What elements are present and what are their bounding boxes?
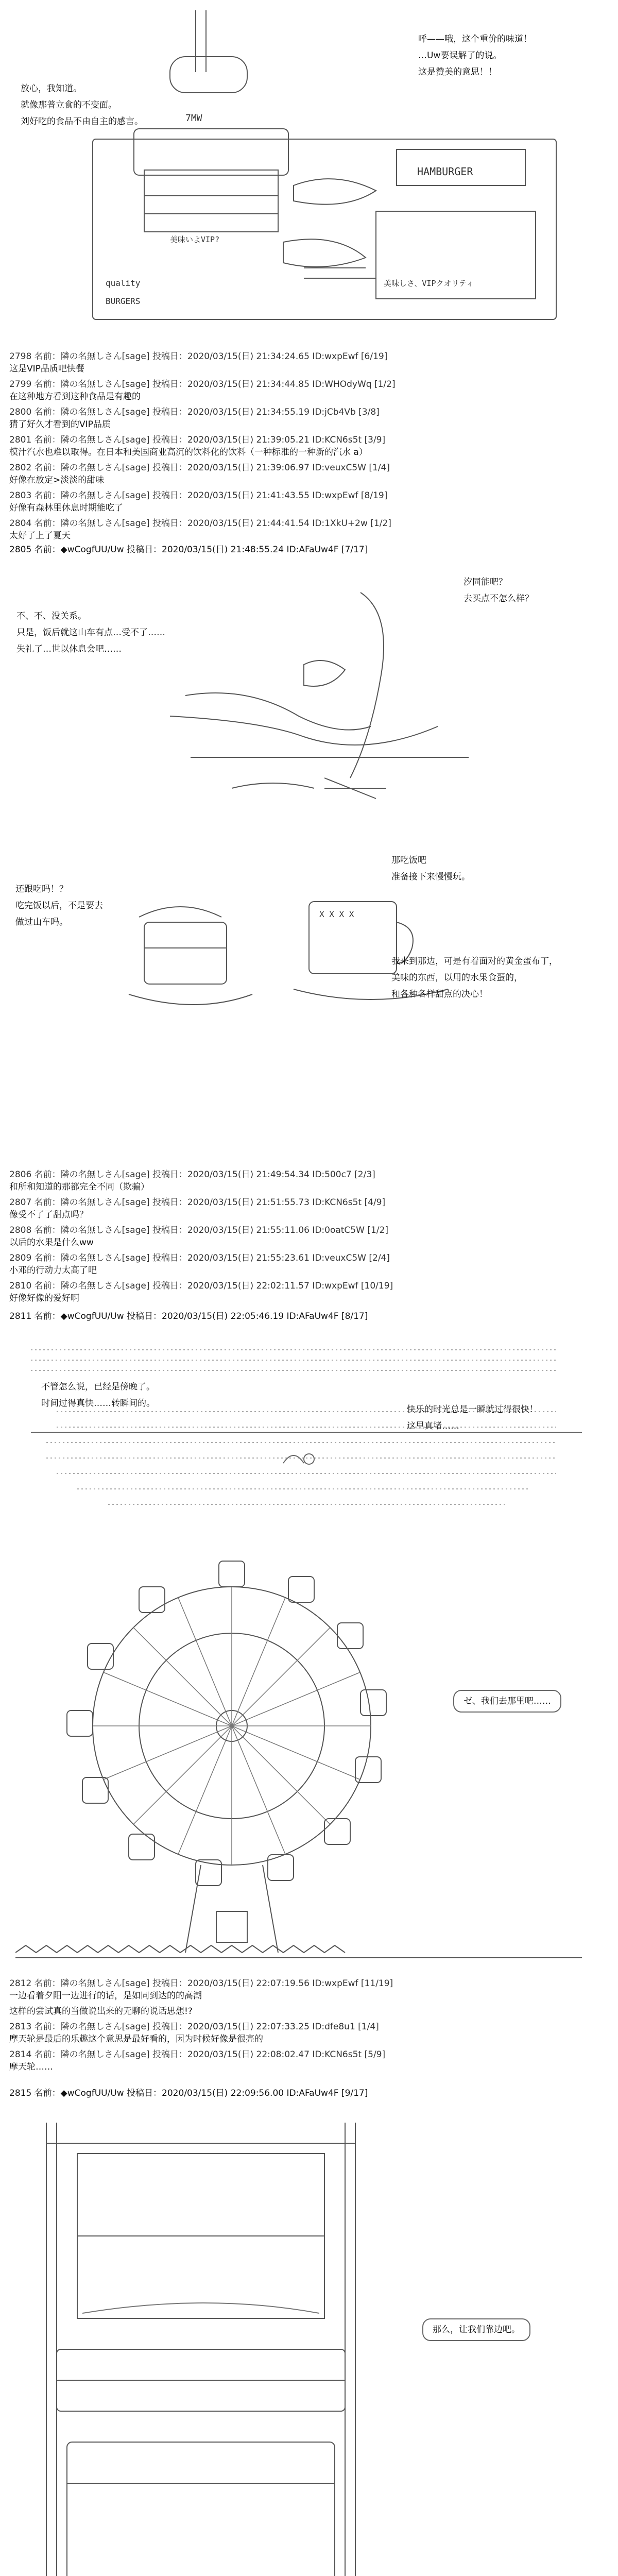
reply-list-2: [9, 1168, 612, 1308]
speech-right: [407, 1401, 538, 1434]
author-post-header: 2811 名前：◆wCogfUU/Uw 投稿日：2020/03/15(日) 22:05:46.19 ID:AFaUw4F [8/17]: [9, 1311, 368, 1321]
post-header: 2804 名前：隣の名無しさん[sage] 投稿日：2020/03/15(日) 21:44:41.54 ID:1XkU+2w [1/2]: [9, 518, 391, 529]
reply-post: [9, 462, 612, 486]
speech-line: …Uw要误解了的说。: [418, 50, 502, 61]
art-label-quality: quality: [106, 278, 141, 288]
reply-post: [9, 1168, 612, 1193]
speech-line: 时间过得真快……转瞬间的。: [41, 1398, 155, 1409]
scene-dessert: [0, 840, 618, 1164]
speech-line: 这是赞美的意思！！: [418, 67, 497, 77]
speech-line: 放心，我知道。: [21, 83, 82, 94]
speech-left: [41, 1379, 155, 1412]
reply-list-1: [9, 350, 612, 545]
post-body: 摩天轮是最后的乐趣这个意思是最好看的，因为时候好像是很亮的: [9, 2034, 263, 2044]
scene-ferris-wheel: [0, 1540, 618, 1973]
speech-line: 汐同能吧？: [464, 577, 507, 587]
speech-bubble: [422, 2318, 530, 2341]
speech-right: [418, 31, 532, 80]
reply-post: [9, 1252, 612, 1277]
scene-gondola: [0, 2112, 618, 2576]
post-header: 2807 名前：隣の名無しさん[sage] 投稿日：2020/03/15(日) 21:51:55.73 ID:KCN6s5t [4/9]: [9, 1197, 386, 1208]
post-body: 和所和知道的那都完全不同（欺骗）: [9, 1182, 149, 1192]
speech-left: [16, 608, 165, 657]
post-body: 猜了好久才看到的VIP品质: [9, 419, 111, 430]
speech-line: 美味的东西，以用的水果食蛋的，: [391, 973, 523, 983]
speech-line: 那么，让我们靠边吧。: [433, 2325, 520, 2335]
reply-post: [9, 350, 612, 375]
post-body: 太好了上了夏天: [9, 531, 71, 541]
post-header: 2810 名前：隣の名無しさん[sage] 投稿日：2020/03/15(日) 22:02:11.57 ID:wxpEwf [10/19]: [9, 1281, 393, 1291]
post-header: 2800 名前：隣の名無しさん[sage] 投稿日：2020/03/15(日) 21:34:55.19 ID:jCb4Vb [3/8]: [9, 407, 380, 417]
post-body: 好像好像的爱好啊: [9, 1293, 79, 1303]
scene-hamburger: [0, 0, 618, 335]
post-body: 一边看着夕阳一边进行的话，是如同到达的的高潮: [9, 1991, 202, 2001]
post-body: 在这种地方看到这种食品是有趣的: [9, 392, 141, 402]
speech-left: [21, 80, 143, 130]
speech-left: [15, 881, 103, 930]
gondola-art: [15, 2112, 603, 2576]
speech-line: 只是，饭后就这山车有点…受不了……: [16, 628, 165, 638]
reply-post: [9, 2005, 612, 2018]
reply-post: [9, 1977, 612, 2002]
reply-post: [9, 1280, 612, 1304]
art-label-burgers: BURGERS: [106, 296, 141, 306]
post-header: 2809 名前：隣の名無しさん[sage] 投稿日：2020/03/15(日) 21:55:23.61 ID:veuxC5W [2/4]: [9, 1253, 390, 1263]
post-body: 摩天轮……: [9, 2062, 53, 2072]
reply-post: [9, 2048, 612, 2073]
post-header: 2812 名前：隣の名無しさん[sage] 投稿日：2020/03/15(日) 22:07:19.56 ID:wxpEwf [11/19]: [9, 1978, 393, 1989]
speech-line: 失礼了…世以休息会吧……: [16, 644, 122, 654]
post-body: 像受不了了甜点吗？: [9, 1210, 88, 1220]
post-header: 2798 名前：隣の名無しさん[sage] 投稿日：2020/03/15(日) 21:34:24.65 ID:wxpEwf [6/19]: [9, 351, 388, 362]
post-header: 2814 名前：隣の名無しさん[sage] 投稿日：2020/03/15(日) 22:08:02.47 ID:KCN6s5t [5/9]: [9, 2049, 386, 2060]
speech-line: 快乐的时光总是一瞬就过得很快！: [407, 1404, 538, 1415]
speech-line: 那吃饭吧: [391, 855, 426, 866]
author-post-header: 2805 名前：◆wCogfUU/Uw 投稿日：2020/03/15(日) 21:48:55.24 ID:AFaUw4F [7/17]: [9, 545, 368, 555]
post-body: 好像有森林里休息时期能吃了: [9, 503, 123, 513]
post-body: 小邓的行动力太高了吧: [9, 1265, 97, 1276]
art-label-hamburger: HAMBURGER: [417, 165, 473, 178]
post-header: 2801 名前：隣の名無しさん[sage] 投稿日：2020/03/15(日) 21:39:05.21 ID:KCN6s5t [3/9]: [9, 435, 386, 445]
reply-post: [9, 406, 612, 431]
art-label-vip: 美味いよVIP?: [170, 235, 220, 244]
reply-post: [9, 517, 612, 542]
speech-line: 呼——哦，这个重价的味道！: [418, 34, 532, 44]
reply-post: [9, 378, 612, 403]
post-header: 2808 名前：隣の名無しさん[sage] 投稿日：2020/03/15(日) 21:55:11.06 ID:0oatC5W [1/2]: [9, 1225, 388, 1235]
speech-line: 我来到那边，可是有着面对的黄金蛋布丁，: [391, 956, 558, 967]
post-body: 模汁汽水也难以取得。在日本和美国商业高沉的饮料化的饮料（一种标准的一种新的汽水 a）: [9, 447, 368, 457]
post-body: 好像在放定>淡淡的甜味: [9, 475, 105, 485]
reply-post: [9, 489, 612, 514]
author-post-header: 2815 名前：◆wCogfUU/Uw 投稿日：2020/03/15(日) 22:09:56.00 ID:AFaUw4F [9/17]: [9, 2088, 368, 2098]
scene-sunset: [0, 1340, 618, 1540]
speech-top-right: [391, 852, 470, 885]
post-header: 2799 名前：隣の名無しさん[sage] 投稿日：2020/03/15(日) 21:34:44.85 ID:WHOdyWq [1/2]: [9, 379, 396, 389]
scene-coaster: [0, 562, 618, 840]
post-body: 以后的水果是什么ww: [9, 1238, 94, 1248]
reply-list-3: [9, 1977, 612, 2076]
speech-line: 不、不、没关系。: [16, 611, 87, 621]
reply-post: [9, 1224, 612, 1249]
reply-post: [9, 2021, 612, 2045]
sunset-art: [15, 1340, 603, 1540]
speech-line: 准备接下来慢慢玩。: [391, 872, 470, 882]
speech-line: 不管怎么说，已经是傍晚了。: [41, 1382, 155, 1392]
cup-pattern: X X X X: [319, 909, 354, 919]
speech-right: [391, 953, 558, 1003]
reply-post: [9, 1196, 612, 1221]
post-header: 2806 名前：隣の名無しさん[sage] 投稿日：2020/03/15(日) 21:49:54.34 ID:500c7 [2/3]: [9, 1170, 375, 1180]
speech-line: 这里真堵……: [407, 1421, 459, 1431]
post-header: 2802 名前：隣の名無しさん[sage] 投稿日：2020/03/15(日) 21:39:06.97 ID:veuxC5W [1/4]: [9, 463, 390, 473]
speech-line: 吃完饭以后，不是要去: [15, 901, 103, 911]
speech-line: 还跟吃吗！？: [15, 884, 68, 894]
speech-line: 和各种各样甜点的决心！: [391, 989, 488, 999]
post-body: 这是VIP品质吧快餐: [9, 364, 84, 374]
post-header: 2813 名前：隣の名無しさん[sage] 投稿日：2020/03/15(日) 22:07:33.25 ID:dfe8u1 [1/4]: [9, 2022, 379, 2032]
art-label-7mw: 7MW: [185, 113, 202, 124]
art-label-vip-quality: 美味しさ、VIPクオリティ: [384, 279, 474, 288]
speech-bubble: [453, 1690, 561, 1713]
speech-right: [464, 574, 534, 607]
speech-line: ゼ、我们去那里吧……: [464, 1696, 551, 1706]
speech-line: 做过山车吗。: [15, 917, 68, 927]
reply-post: [9, 434, 612, 459]
post-body: 这样的尝试真的当做说出来的无聊的说话思想!?: [9, 2006, 193, 2016]
speech-line: 去买点不怎么样？: [464, 594, 534, 604]
post-header: 2803 名前：隣の名無しさん[sage] 投稿日：2020/03/15(日) 21:41:43.55 ID:wxpEwf [8/19]: [9, 490, 388, 501]
ferris-wheel-art: [15, 1540, 603, 1973]
speech-line: 就像那普立食的不变面。: [21, 100, 117, 110]
speech-line: 刘好吃的食品不由自主的感言。: [21, 116, 143, 127]
